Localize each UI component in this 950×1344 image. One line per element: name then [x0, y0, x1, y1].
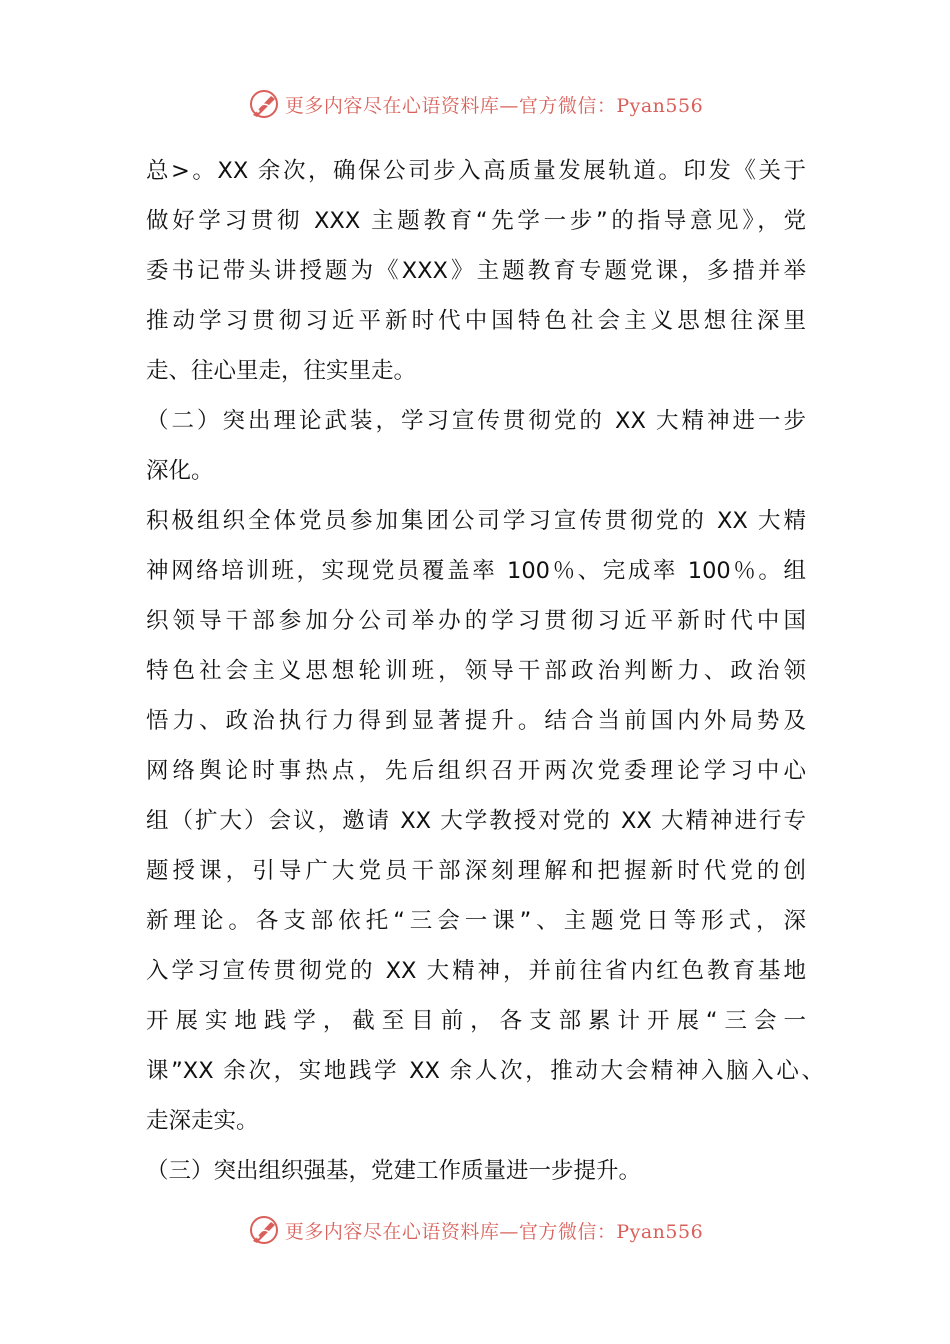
section-heading-cont: 深化。	[146, 458, 214, 484]
watermark-text: 更多内容尽在心语资料库—官方微信：Pyan556	[284, 94, 704, 117]
text-line: 织领导干部参加分公司举办的学习贯彻习近平新时代中国	[146, 608, 806, 634]
text-line: 走深走实。	[146, 1108, 259, 1134]
pen-logo-icon	[247, 1213, 281, 1247]
text-line: 积极组织全体党员参加集团公司学习宣传贯彻党的 XX 大精	[146, 508, 806, 534]
section-heading: （二）突出理论武装，学习宣传贯彻党的 XX 大精神进一步	[146, 408, 806, 434]
text-line: 入学习宣传贯彻党的 XX 大精神，并前往省内红色教育基地	[146, 958, 806, 984]
text-line: 走、往心里走，往实里走。	[146, 358, 417, 384]
pen-logo-icon	[247, 87, 281, 121]
watermark-footer	[0, 1210, 950, 1250]
text-line: 总>。XX 余次，确保公司步入高质量发展轨道。印发《关于	[146, 158, 806, 184]
text-line: 特色社会主义思想轮训班，领导干部政治判断力、政治领	[146, 658, 806, 684]
text-line: 悟力、政治执行力得到显著提升。结合当前国内外局势及	[146, 708, 806, 734]
watermark-text: 更多内容尽在心语资料库—官方微信：Pyan556	[284, 1220, 704, 1243]
text-line: 神网络培训班，实现党员覆盖率 100％、完成率 100％。组	[146, 558, 806, 584]
text-line: 开展实地践学，截至目前，各支部累计开展“三会一	[146, 1008, 806, 1034]
text-line: 做好学习贯彻 XXX 主题教育“先学一步”的指导意见》，党	[146, 208, 806, 234]
text-line: 委书记带头讲授题为《XXX》主题教育专题党课，多措并举	[146, 258, 806, 284]
section-heading: （三）突出组织强基，党建工作质量进一步提升。	[146, 1158, 642, 1184]
watermark-header	[0, 84, 950, 124]
text-line: 推动学习贯彻习近平新时代中国特色社会主义思想往深里	[146, 308, 806, 334]
text-line: 网络舆论时事热点，先后组织召开两次党委理论学习中心	[146, 758, 806, 784]
text-line: 新理论。各支部依托“三会一课”、主题党日等形式，深	[146, 908, 806, 934]
text-line: 组（扩大）会议，邀请 XX 大学教授对党的 XX 大精神进行专	[146, 808, 806, 834]
text-line: 课”XX 余次，实地践学 XX 余人次，推动大会精神入脑入心、	[146, 1058, 824, 1084]
document-body	[146, 146, 826, 1196]
text-line: 题授课，引导广大党员干部深刻理解和把握新时代党的创	[146, 858, 806, 884]
